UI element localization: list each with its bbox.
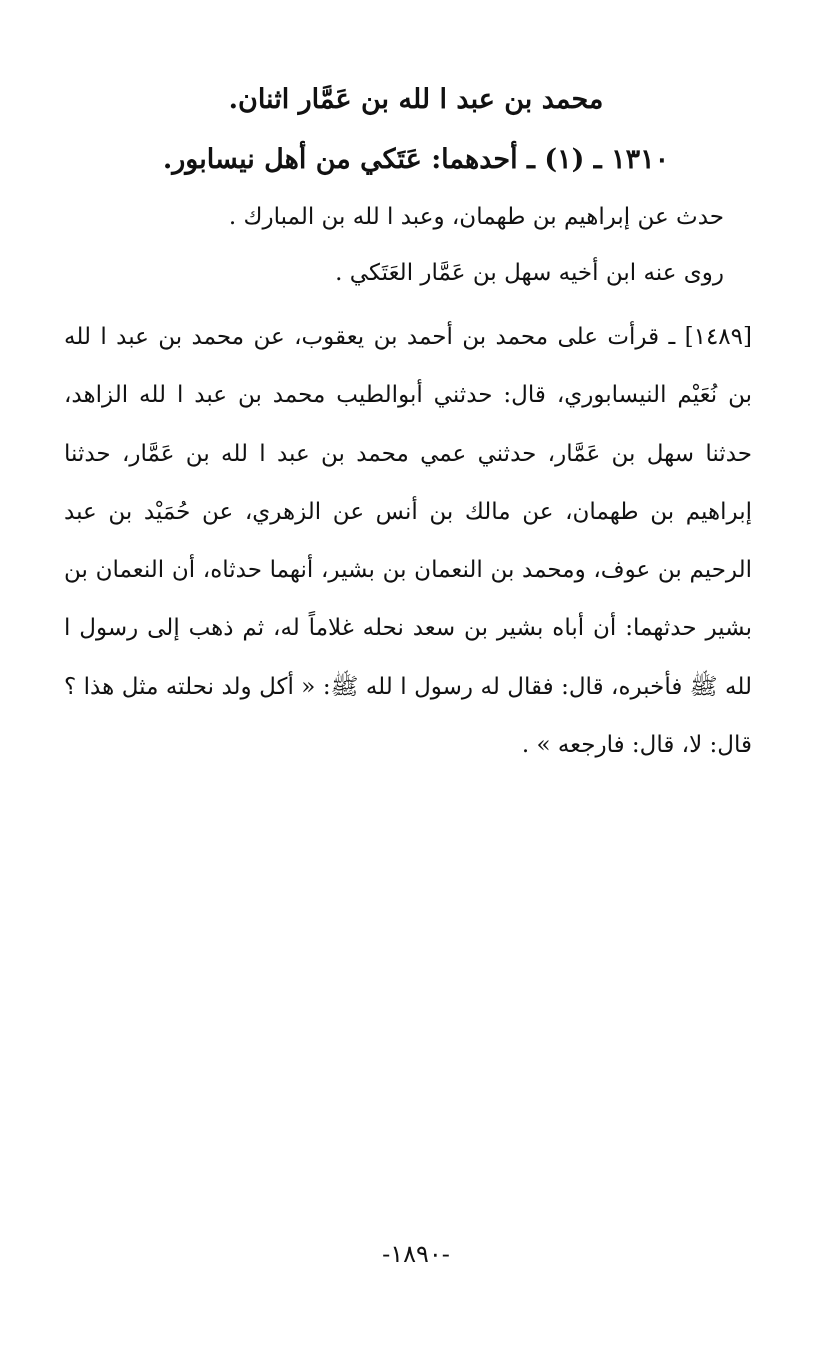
entry-heading: ١٣١٠ ـ (١) ـ أحدهما: عَتَكي من أهل نيسابور.	[162, 144, 670, 175]
hadith-paragraph: [١٤٨٩] ـ قرأت على محمد بن أحمد بن يعقوب، عن محمد بن عبد ا لله بن نُعَيْم النيسابوري، قال: حدثني أبوالطيب محمد بن عبد ا لله الزاهد، حدثنا سهل بن عَمَّار، حدثني عمي محمد بن عبد ا لله بن عَمَّار، حدثنا إبراهيم بن طهمان، عن مالك بن أنس عن الزهري، عن حُمَيْد بن عبد الرحيم بن عوف، ومحمد بن النعمان بن بشير، أنهما حدثاه، أن النعمان بن بشير حدثهما: أن أباه بشير بن سعد نحله غلاماً له، ثم ذهب إلى رسول ا لله ﷺ فأخبره، قال: فقال له رسول ا لله ﷺ: « أكل ولد نحلته مثل هذا ؟ قال: لا، قال: فارجعه » .	[64, 324, 752, 759]
page-title: محمد بن عبد ا لله بن عَمَّار اثنان.	[228, 84, 604, 115]
narrated-from-line: حدث عن إبراهيم بن طهمان، وعبد ا لله بن المبارك .	[228, 204, 724, 230]
page-number: -١٨٩٠-	[382, 1240, 450, 1268]
narrated-by-line: روى عنه ابن أخيه سهل بن عَمَّار العَتَكي .	[335, 260, 724, 286]
